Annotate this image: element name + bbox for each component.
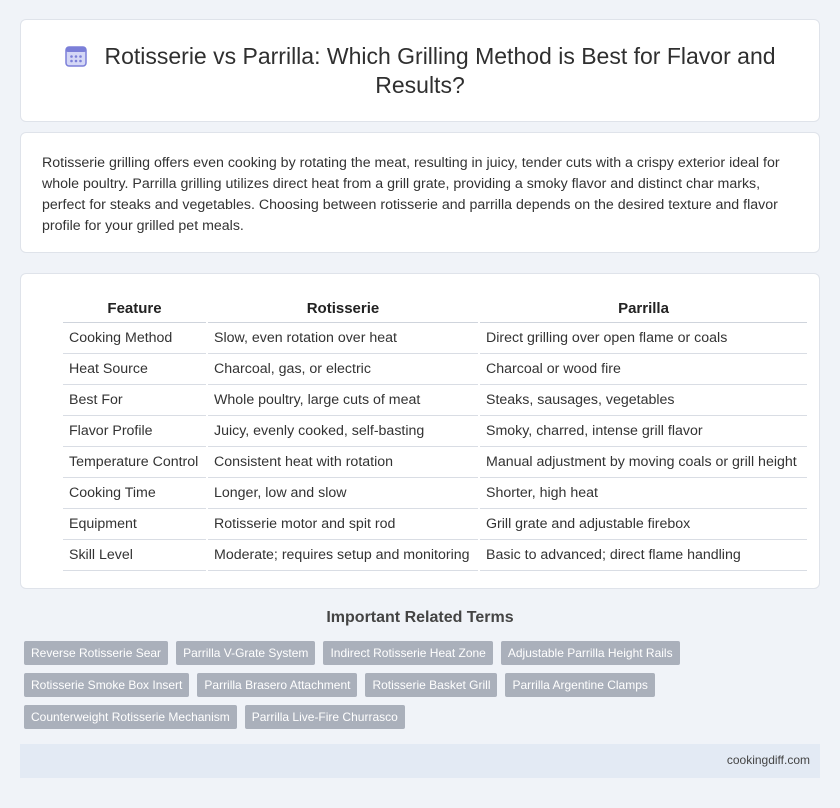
intro-card — [20, 132, 820, 253]
table-row — [63, 508, 807, 539]
calendar-icon — [64, 44, 88, 68]
title-wrap — [21, 20, 819, 121]
related-term-tag[interactable]: Rotisserie Basket Grill — [365, 673, 497, 697]
footer — [20, 744, 820, 778]
rotisserie-cell: Whole poultry, large cuts of meat — [207, 384, 479, 415]
footer-site-link[interactable]: cookingdiff.com — [726, 753, 810, 767]
feature-cell: Cooking Time — [63, 477, 207, 508]
table-row — [63, 322, 807, 353]
related-term-tag[interactable]: Parrilla Live-Fire Churrasco — [245, 705, 405, 729]
rotisserie-cell: Longer, low and slow — [207, 477, 479, 508]
related-terms-title: Important Related Terms — [326, 609, 514, 626]
header-card — [20, 19, 820, 122]
parrilla-cell: Steaks, sausages, vegetables — [479, 384, 807, 415]
rotisserie-cell: Consistent heat with rotation — [207, 446, 479, 477]
parrilla-cell: Charcoal or wood fire — [479, 353, 807, 384]
header-parrilla: Parrilla — [479, 298, 807, 322]
page-title — [60, 42, 780, 100]
parrilla-cell: Direct grilling over open flame or coals — [479, 322, 807, 353]
feature-cell: Temperature Control — [63, 446, 207, 477]
feature-cell: Equipment — [63, 508, 207, 539]
table-row — [63, 415, 807, 446]
feature-cell: Best For — [63, 384, 207, 415]
page-title-text: Rotisserie vs Parrilla: Which Grilling Method is Best for Flavor and Results? — [104, 42, 776, 98]
rotisserie-cell: Charcoal, gas, or electric — [207, 353, 479, 384]
rotisserie-cell: Juicy, evenly cooked, self-basting — [207, 415, 479, 446]
table-row — [63, 446, 807, 477]
tag-row — [24, 641, 824, 665]
comparison-table — [63, 298, 807, 571]
table-row — [63, 539, 807, 570]
header-rotisserie: Rotisserie — [207, 298, 479, 322]
parrilla-cell: Shorter, high heat — [479, 477, 807, 508]
feature-cell: Skill Level — [63, 539, 207, 570]
parrilla-cell: Grill grate and adjustable firebox — [479, 508, 807, 539]
related-term-tag[interactable]: Adjustable Parrilla Height Rails — [501, 641, 680, 665]
parrilla-cell: Manual adjustment by moving coals or grill height — [479, 446, 807, 477]
feature-cell: Cooking Method — [63, 322, 207, 353]
rotisserie-cell: Moderate; requires setup and monitoring — [207, 539, 479, 570]
related-term-tag[interactable]: Indirect Rotisserie Heat Zone — [323, 641, 492, 665]
comparison-card — [20, 273, 820, 589]
related-term-tag[interactable]: Reverse Rotisserie Sear — [24, 641, 168, 665]
rotisserie-cell: Rotisserie motor and spit rod — [207, 508, 479, 539]
related-term-tag[interactable]: Parrilla Argentine Clamps — [505, 673, 654, 697]
parrilla-cell: Basic to advanced; direct flame handling — [479, 539, 807, 570]
tag-row — [24, 673, 824, 697]
feature-cell: Flavor Profile — [63, 415, 207, 446]
related-terms-list — [24, 641, 824, 737]
table-header-row — [63, 298, 807, 322]
related-term-tag[interactable]: Parrilla Brasero Attachment — [197, 673, 357, 697]
feature-cell: Heat Source — [63, 353, 207, 384]
intro-paragraph: Rotisserie grilling offers even cooking by rotating the meat, resulting in juicy, tender cuts with a crispy exterior ideal for whole poultry. Parrilla grilling utilizes direct heat from a grill grate, providing a smoky flavor and distinct char marks, perfect for steaks and vegetables. Choosing between rotisserie and parrilla depends on the desired texture and flavor profile for your grilled pet meals. — [42, 155, 780, 234]
related-term-tag[interactable]: Counterweight Rotisserie Mechanism — [24, 705, 237, 729]
related-term-tag[interactable]: Rotisserie Smoke Box Insert — [24, 673, 189, 697]
header-feature: Feature — [63, 298, 207, 322]
related-term-tag[interactable]: Parrilla V-Grate System — [176, 641, 315, 665]
table-row — [63, 384, 807, 415]
rotisserie-cell: Slow, even rotation over heat — [207, 322, 479, 353]
table-row — [63, 477, 807, 508]
parrilla-cell: Smoky, charred, intense grill flavor — [479, 415, 807, 446]
table-row — [63, 353, 807, 384]
tag-row — [24, 705, 824, 729]
